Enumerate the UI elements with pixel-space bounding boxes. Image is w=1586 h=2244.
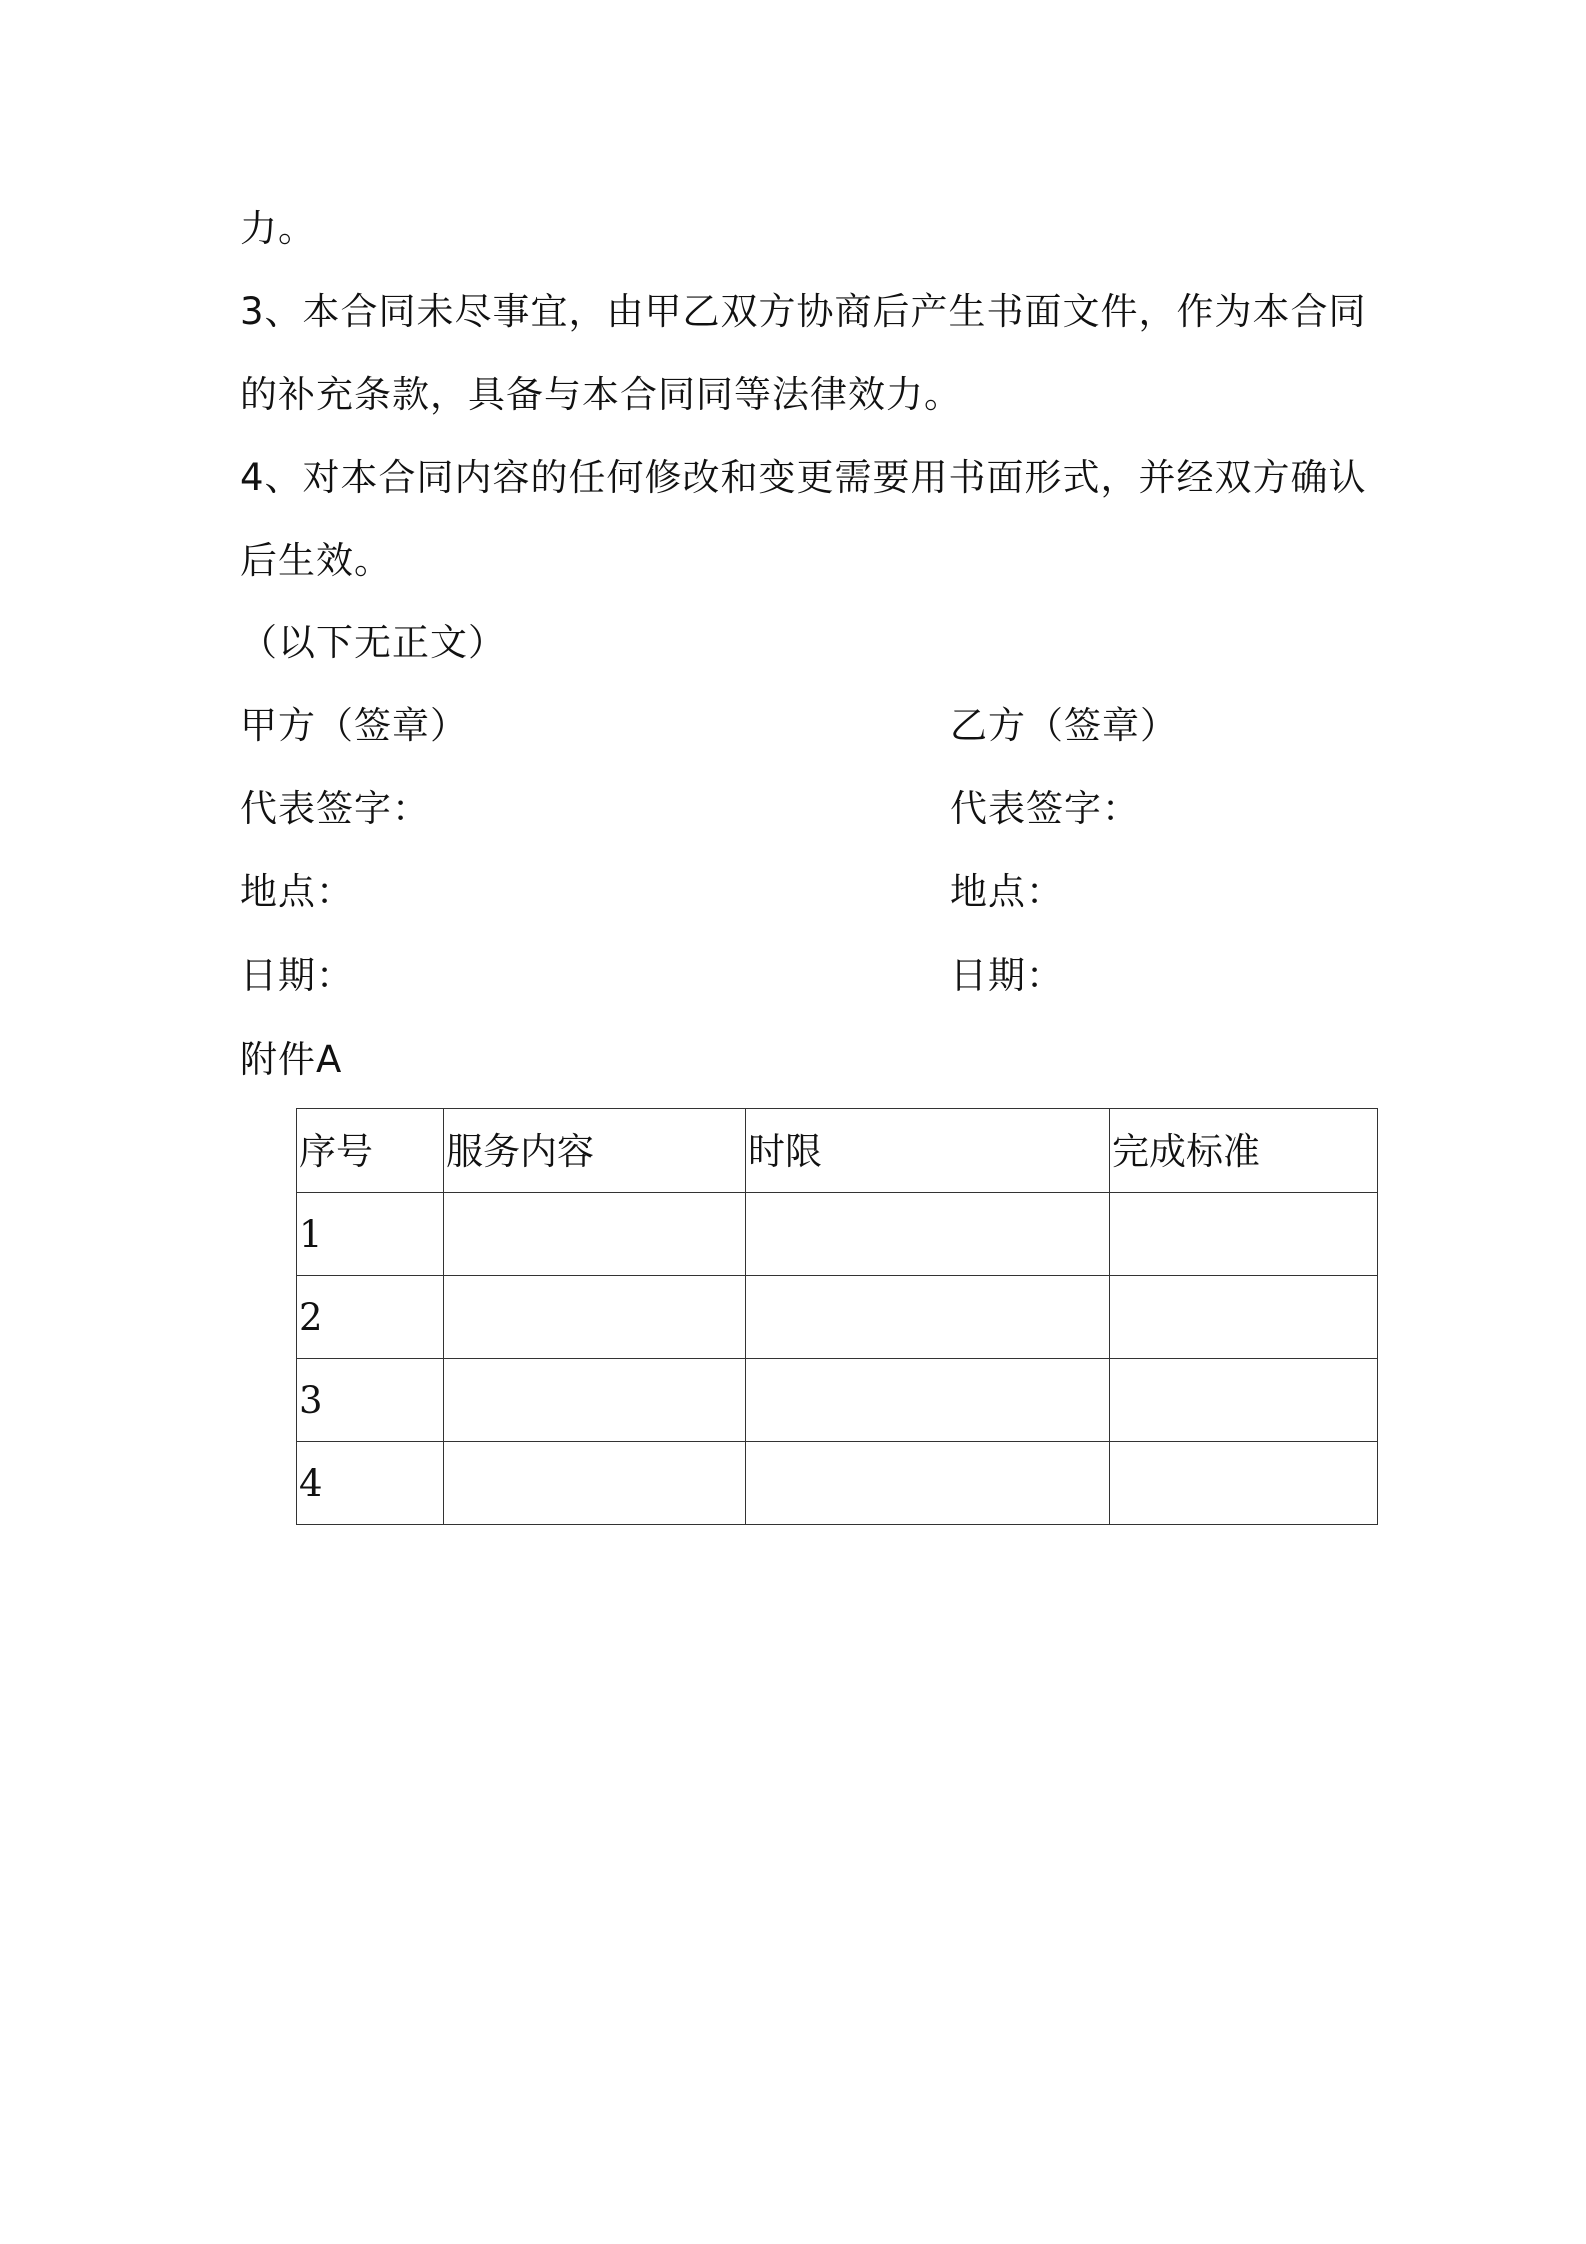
row-index: 3 bbox=[297, 1359, 444, 1442]
completion-standard-cell bbox=[1110, 1276, 1378, 1359]
party-b-place-label: 地点： bbox=[950, 870, 1064, 913]
party-a-place-label: 地点： bbox=[240, 870, 354, 913]
completion-standard-cell bbox=[1110, 1442, 1378, 1525]
table-row bbox=[297, 1276, 1378, 1359]
annex-table bbox=[296, 1108, 1378, 1525]
clause-4-line-2: 后生效。 bbox=[240, 539, 392, 582]
completion-standard-cell bbox=[1110, 1193, 1378, 1276]
party-b-rep-label: 代表签字： bbox=[950, 787, 1140, 830]
row-index: 1 bbox=[297, 1193, 444, 1276]
time-limit-cell bbox=[746, 1442, 1110, 1525]
clause-3-line-1: 3、本合同未尽事宜，由甲乙双方协商后产生书面文件，作为本合同 bbox=[240, 290, 1367, 333]
service-content-cell bbox=[444, 1442, 746, 1525]
header-service-content: 服务内容 bbox=[444, 1109, 746, 1193]
row-index: 2 bbox=[297, 1276, 444, 1359]
clause-4-line-1: 4、对本合同内容的任何修改和变更需要用书面形式，并经双方确认 bbox=[240, 456, 1367, 499]
table-row bbox=[297, 1193, 1378, 1276]
clause-3-line-2: 的补充条款，具备与本合同同等法律效力。 bbox=[240, 373, 962, 416]
header-time-limit: 时限 bbox=[746, 1109, 1110, 1193]
service-content-cell bbox=[444, 1193, 746, 1276]
party-a-seal-label: 甲方（签章） bbox=[240, 704, 468, 747]
paragraph-tail: 力。 bbox=[240, 207, 316, 250]
row-index: 4 bbox=[297, 1442, 444, 1525]
time-limit-cell bbox=[746, 1276, 1110, 1359]
no-more-text-note: （以下无正文） bbox=[240, 621, 506, 664]
time-limit-cell bbox=[746, 1193, 1110, 1276]
header-index: 序号 bbox=[297, 1109, 444, 1193]
completion-standard-cell bbox=[1110, 1359, 1378, 1442]
header-completion-standard: 完成标准 bbox=[1110, 1109, 1378, 1193]
party-b-seal-label: 乙方（签章） bbox=[950, 704, 1178, 747]
annex-title: 附件A bbox=[240, 1038, 343, 1081]
table-row bbox=[297, 1359, 1378, 1442]
annex-header-row bbox=[297, 1109, 1378, 1193]
service-content-cell bbox=[444, 1276, 746, 1359]
party-a-date-label: 日期： bbox=[240, 954, 354, 997]
party-b-date-label: 日期： bbox=[950, 954, 1064, 997]
time-limit-cell bbox=[746, 1359, 1110, 1442]
service-content-cell bbox=[444, 1359, 746, 1442]
table-row bbox=[297, 1442, 1378, 1525]
party-a-rep-label: 代表签字： bbox=[240, 787, 430, 830]
